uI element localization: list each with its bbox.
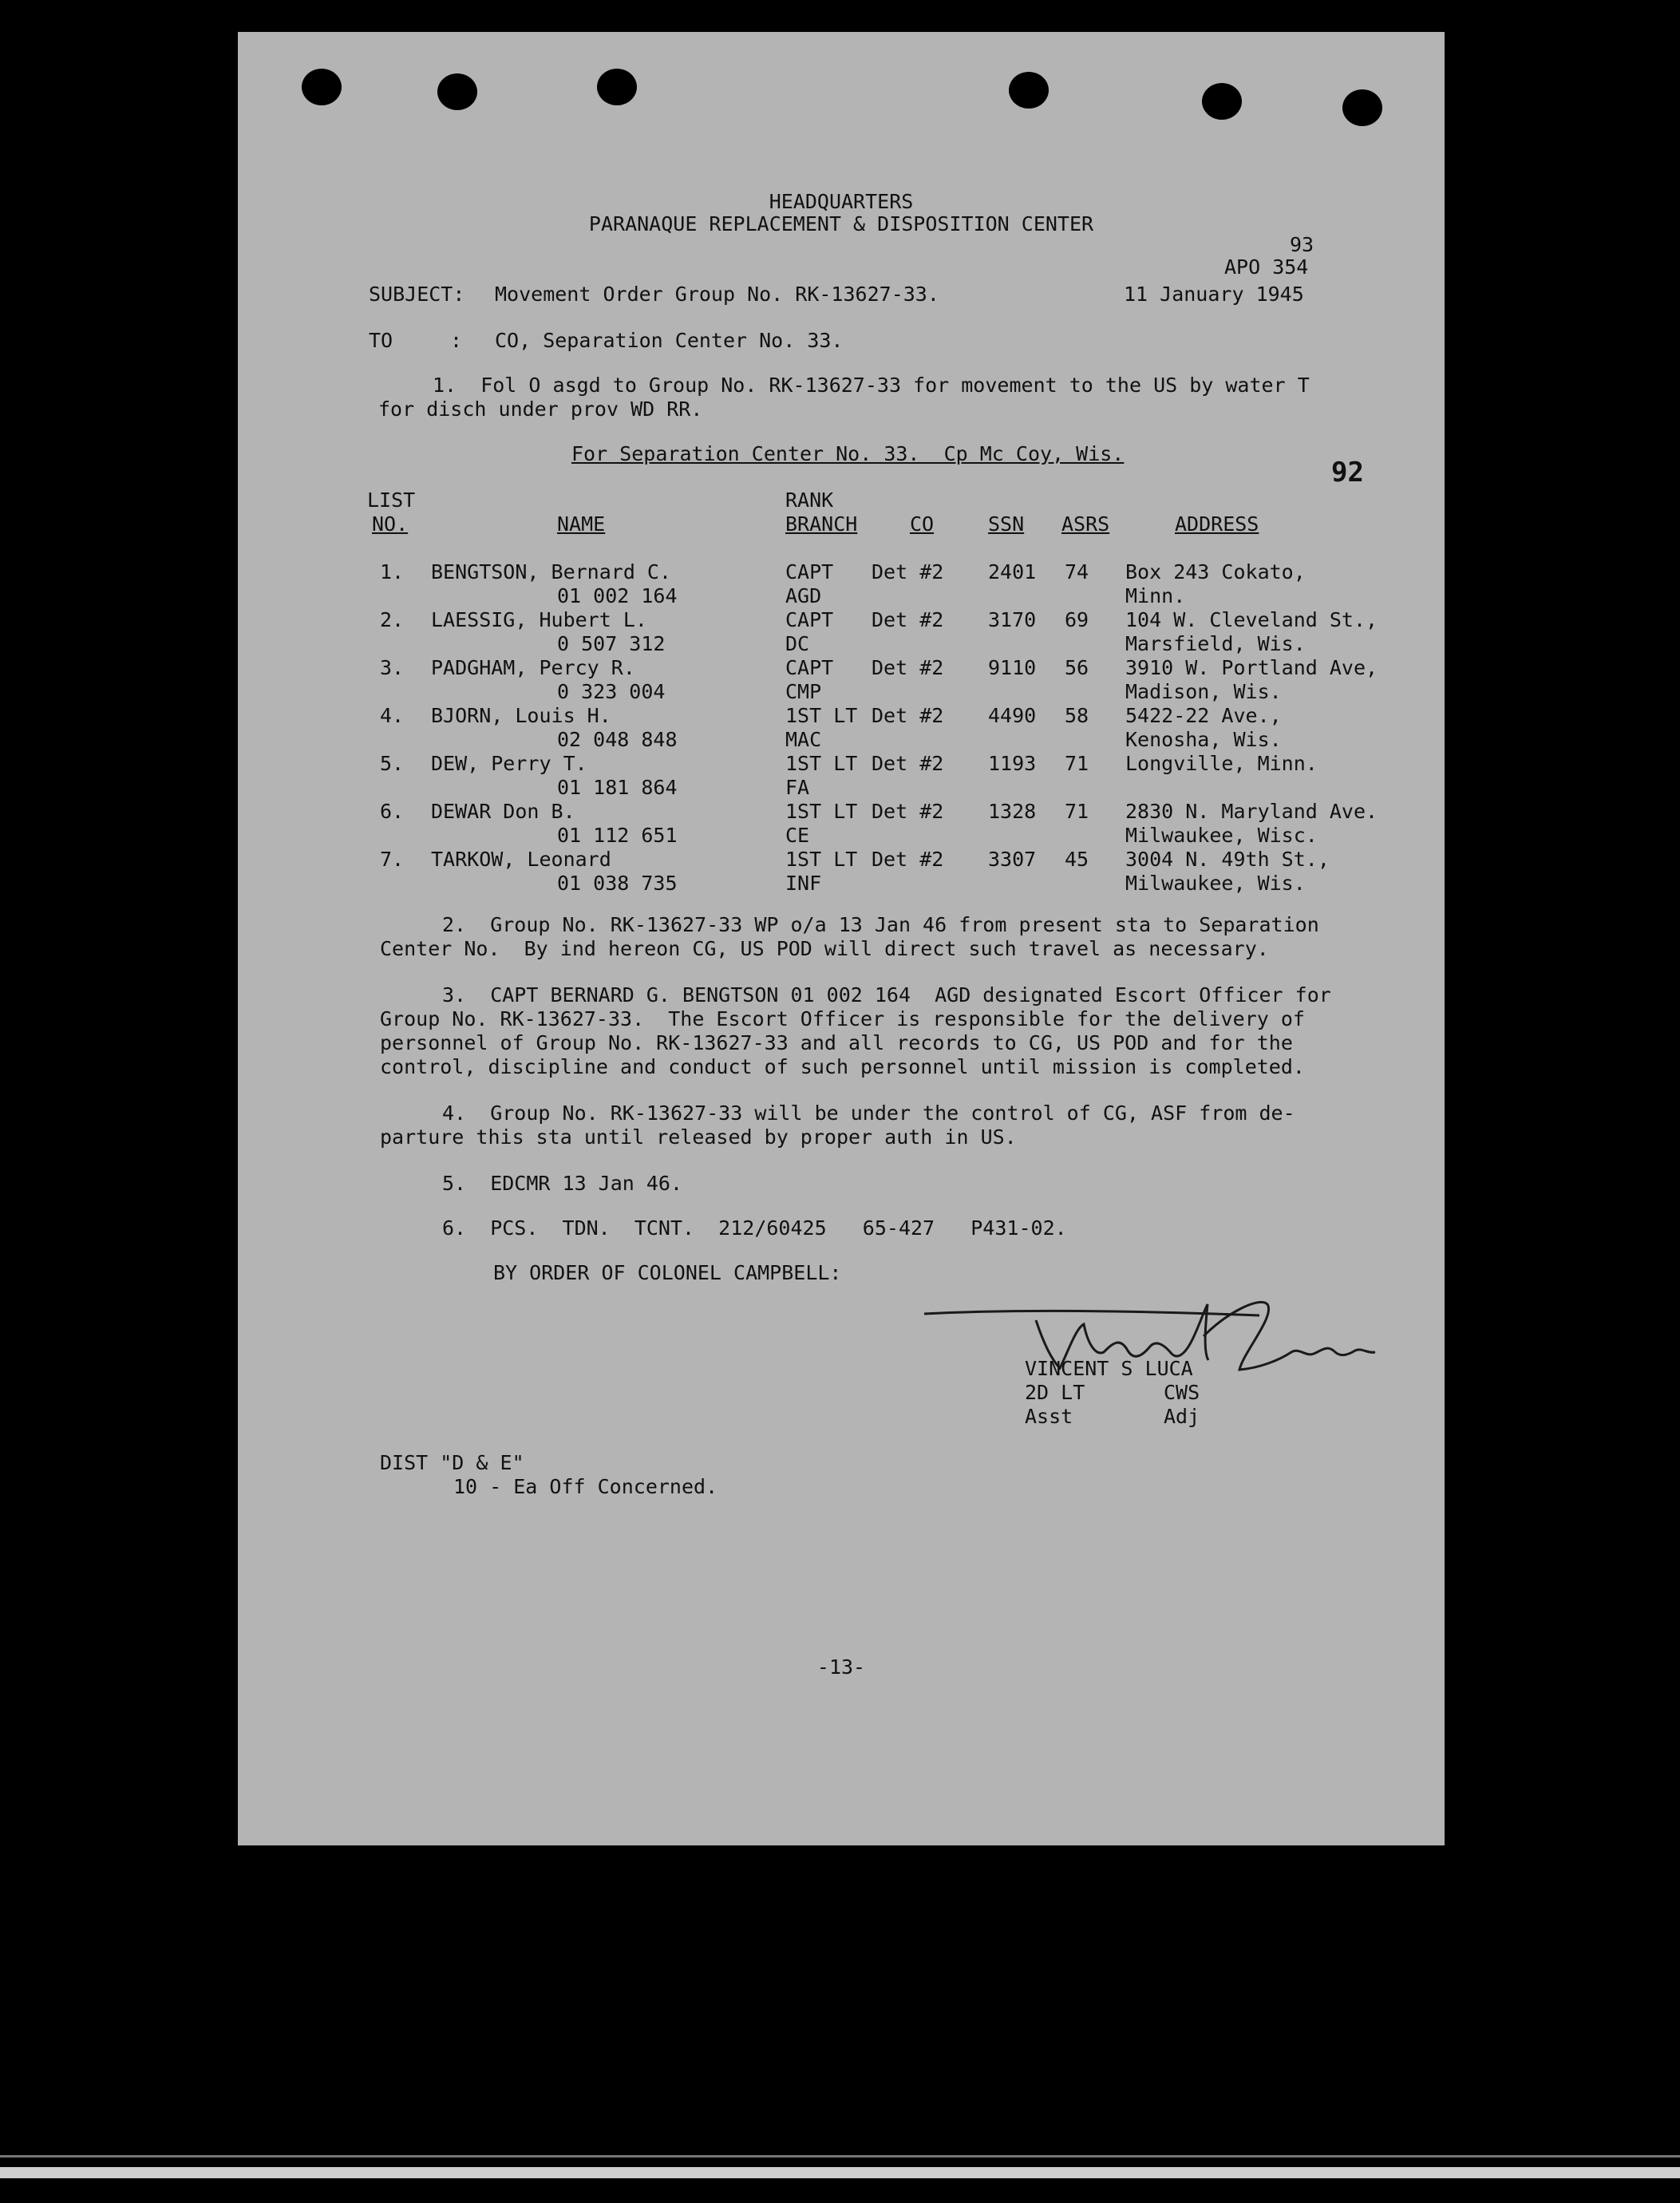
paragraph-4-line-2: parture this sta until released by proper auth in US. (380, 1125, 1017, 1149)
row-ssn: 9110 (988, 656, 1037, 679)
header-line2: PARANAQUE REPLACEMENT & DISPOSITION CENTER (588, 212, 1094, 235)
row-co: Det #2 (872, 608, 944, 631)
subject-text: Movement Order Group No. RK-13627-33. (495, 283, 939, 306)
row-asrs: 58 (1065, 704, 1089, 727)
row-rank: CAPT (785, 608, 834, 631)
row-number: 4. (380, 704, 405, 727)
row-rank: 1ST LT (785, 800, 858, 823)
row-ssn: 4490 (988, 704, 1037, 727)
row-address-1: 3004 N. 49th St., (1125, 848, 1330, 871)
header-branch: BRANCH (785, 512, 858, 536)
header-no: NO. (372, 512, 409, 536)
row-asrs: 45 (1065, 848, 1089, 871)
scan-edge-strip (0, 2167, 1680, 2178)
row-address-1: 2830 N. Maryland Ave. (1125, 800, 1378, 823)
order-line: BY ORDER OF COLONEL CAMPBELL: (493, 1261, 842, 1284)
row-number: 3. (380, 656, 405, 679)
row-ssn: 3170 (988, 608, 1037, 631)
header-co: CO (910, 512, 935, 536)
row-name: BJORN, Louis H. (431, 704, 611, 727)
header-line1: HEADQUARTERS (769, 190, 914, 213)
punch-hole (1009, 72, 1049, 109)
header-list: LIST (367, 488, 416, 512)
row-address-1: 104 W. Cleveland St., (1125, 608, 1378, 631)
row-address-2: Marsfield, Wis. (1125, 632, 1306, 655)
row-branch: CE (785, 824, 810, 847)
row-name: LAESSIG, Hubert L. (431, 608, 647, 631)
row-serial: 02 048 848 (557, 728, 678, 751)
paragraph-4-line-1: 4. Group No. RK-13627-33 will be under the control of CG, ASF from de- (442, 1102, 1295, 1125)
row-number: 7. (380, 848, 405, 871)
row-asrs: 71 (1065, 800, 1089, 823)
row-co: Det #2 (872, 848, 944, 871)
row-co: Det #2 (872, 656, 944, 679)
row-address-1: 3910 W. Portland Ave, (1125, 656, 1378, 679)
punch-hole (1202, 83, 1242, 120)
paragraph-1-line-1: 1. Fol O asgd to Group No. RK-13627-33 for movement to the US by water T (433, 374, 1310, 397)
row-name: BENGTSON, Bernard C. (431, 560, 672, 583)
row-name: PADGHAM, Percy R. (431, 656, 635, 679)
row-number: 5. (380, 752, 405, 775)
row-ssn: 1328 (988, 800, 1037, 823)
signer-title-1: Asst (1025, 1405, 1073, 1428)
row-branch: FA (785, 776, 810, 799)
paragraph-3-line-3: personnel of Group No. RK-13627-33 and all records to CG, US POD and for the (380, 1031, 1293, 1054)
row-co: Det #2 (872, 800, 944, 823)
header-ssn: SSN (988, 512, 1025, 536)
paragraph-1-line-2: for disch under prov WD RR. (378, 397, 703, 421)
header-rank: RANK (785, 488, 834, 512)
row-rank: CAPT (785, 656, 834, 679)
row-address-2: Milwaukee, Wis. (1125, 872, 1306, 895)
row-serial: 01 002 164 (557, 584, 678, 607)
row-branch: AGD (785, 584, 822, 607)
row-serial: 0 323 004 (557, 680, 666, 703)
header-asrs: ASRS (1061, 512, 1110, 536)
paragraph-3-line-2: Group No. RK-13627-33. The Escort Officer is responsible for the delivery of (380, 1007, 1305, 1030)
row-ssn: 3307 (988, 848, 1037, 871)
row-branch: INF (785, 872, 822, 895)
row-address-2: Milwaukee, Wisc. (1125, 824, 1318, 847)
row-address-1: Box 243 Cokato, (1125, 560, 1306, 583)
row-serial: 0 507 312 (557, 632, 666, 655)
row-co: Det #2 (872, 752, 944, 775)
row-asrs: 74 (1065, 560, 1089, 583)
row-name: TARKOW, Leonard (431, 848, 611, 871)
row-co: Det #2 (872, 560, 944, 583)
signer-name: VINCENT S LUCA (1025, 1357, 1193, 1380)
to-recipient: CO, Separation Center No. 33. (495, 329, 844, 352)
paragraph-2-line-2: Center No. By ind hereon CG, US POD will direct such travel as necessary. (380, 937, 1269, 960)
apo-number: APO 354 (1224, 255, 1309, 279)
signer-branch: CWS (1164, 1381, 1200, 1404)
paragraph-6: 6. PCS. TDN. TCNT. 212/60425 65-427 P431-02. (442, 1216, 1067, 1240)
signer-title-2: Adj (1164, 1405, 1200, 1428)
document-date: 11 January 1945 (1124, 283, 1304, 306)
punch-hole (437, 73, 477, 110)
row-asrs: 71 (1065, 752, 1089, 775)
page-ref: 93 (1290, 233, 1314, 256)
stamp-number: 92 (1331, 457, 1364, 488)
row-co: Det #2 (872, 704, 944, 727)
row-name: DEW, Perry T. (431, 752, 587, 775)
row-serial: 01 112 651 (557, 824, 678, 847)
row-branch: DC (785, 632, 810, 655)
row-serial: 01 038 735 (557, 872, 678, 895)
row-address-2: Madison, Wis. (1125, 680, 1282, 703)
subject-label: SUBJECT: (369, 283, 465, 306)
row-rank: CAPT (785, 560, 834, 583)
section-title: For Separation Center No. 33. Cp Mc Coy, Wis. (571, 442, 1125, 465)
page-number: -13- (816, 1655, 866, 1679)
row-number: 6. (380, 800, 405, 823)
row-asrs: 56 (1065, 656, 1089, 679)
paragraph-3-line-4: control, discipline and conduct of such personnel until mission is completed. (380, 1055, 1305, 1078)
to-separator: : (450, 329, 463, 352)
document-page (238, 32, 1445, 1845)
punch-hole (302, 69, 342, 105)
distribution-line-1: DIST "D & E" (380, 1451, 524, 1474)
header-name: NAME (557, 512, 606, 536)
row-ssn: 2401 (988, 560, 1037, 583)
paragraph-2-line-1: 2. Group No. RK-13627-33 WP o/a 13 Jan 46 from present sta to Separation (442, 913, 1319, 936)
paragraph-3-line-1: 3. CAPT BERNARD G. BENGTSON 01 002 164 AGD designated Escort Officer for (442, 983, 1331, 1007)
distribution-line-2: 10 - Ea Off Concerned. (453, 1475, 718, 1498)
row-address-2: Kenosha, Wis. (1125, 728, 1282, 751)
row-asrs: 69 (1065, 608, 1089, 631)
row-rank: 1ST LT (785, 704, 858, 727)
scan-edge-line (0, 2155, 1680, 2158)
paragraph-5: 5. EDCMR 13 Jan 46. (442, 1172, 683, 1195)
header-address: ADDRESS (1175, 512, 1259, 536)
row-rank: 1ST LT (785, 752, 858, 775)
signer-rank: 2D LT (1025, 1381, 1085, 1404)
punch-hole (1342, 89, 1382, 126)
row-rank: 1ST LT (785, 848, 858, 871)
row-number: 1. (380, 560, 405, 583)
row-address-1: Longville, Minn. (1125, 752, 1318, 775)
to-label: TO (369, 329, 393, 352)
row-number: 2. (380, 608, 405, 631)
row-serial: 01 181 864 (557, 776, 678, 799)
row-address-1: 5422-22 Ave., (1125, 704, 1282, 727)
row-name: DEWAR Don B. (431, 800, 575, 823)
row-ssn: 1193 (988, 752, 1037, 775)
row-branch: MAC (785, 728, 822, 751)
punch-hole (597, 69, 637, 105)
row-address-2: Minn. (1125, 584, 1186, 607)
row-branch: CMP (785, 680, 822, 703)
